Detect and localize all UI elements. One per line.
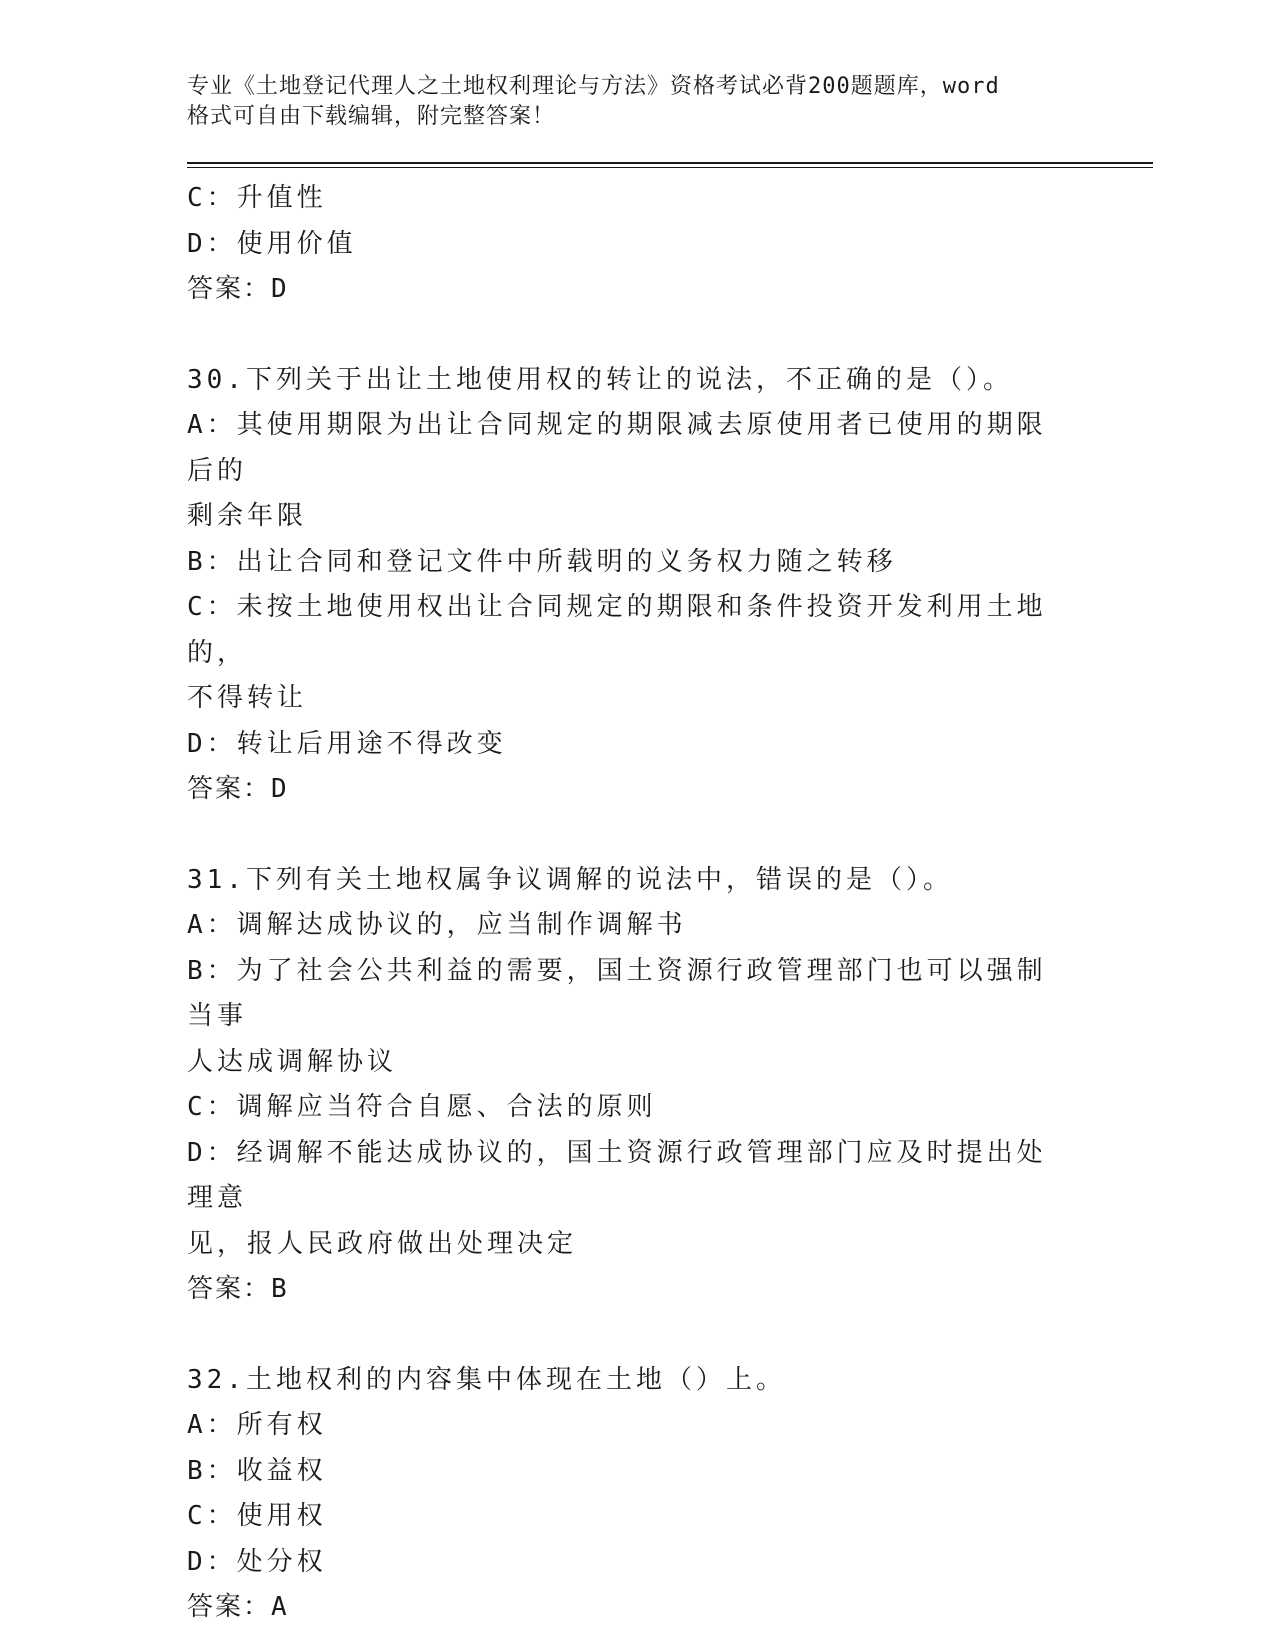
option-c: C：未按土地使用权出让合同规定的期限和条件投资开发利用土地的， <box>187 592 1047 668</box>
answer: 答案：D <box>187 774 289 804</box>
option-d-continued: 见，报人民政府做出处理决定 <box>187 1228 578 1259</box>
question-29-tail <box>187 176 1147 313</box>
question-32 <box>187 1358 1147 1631</box>
header-title-line-2: 格式可自由下载编辑，附完整答案！ <box>187 104 556 129</box>
question-31 <box>187 858 1147 1313</box>
spacer <box>187 313 1147 358</box>
spacer <box>187 1313 1147 1358</box>
option-c: C：调解应当符合自愿、合法的原则 <box>187 1092 657 1122</box>
option-c: C：升值性 <box>187 183 327 213</box>
answer: 答案：D <box>187 274 289 304</box>
option-d: D：转让后用途不得改变 <box>187 728 507 759</box>
header-title-line-1: 专业《土地登记代理人之土地权利理论与方法》资格考试必背200题题库，word <box>187 74 1000 99</box>
option-a-continued: 剩余年限 <box>187 501 308 531</box>
option-a: A：调解达成协议的，应当制作调解书 <box>187 910 687 940</box>
option-b: B：收益权 <box>187 1455 327 1486</box>
option-d: D：使用价值 <box>187 228 357 259</box>
option-d: D：经调解不能达成协议的，国土资源行政管理部门应及时提出处理意 <box>187 1137 1047 1213</box>
option-c: C：使用权 <box>187 1501 327 1531</box>
question-text: 30.下列关于出让土地使用权的转让的说法，不正确的是（）。 <box>187 364 1013 395</box>
question-text: 31.下列有关土地权属争议调解的说法中，错误的是（）。 <box>187 864 953 895</box>
option-a: A：所有权 <box>187 1410 327 1440</box>
option-b: B：为了社会公共利益的需要，国土资源行政管理部门也可以强制当事 <box>187 955 1047 1031</box>
spacer <box>187 813 1147 858</box>
answer: 答案：A <box>187 1592 289 1622</box>
option-c-continued: 不得转让 <box>187 683 308 713</box>
option-b: B：出让合同和登记文件中所载明的义务权力随之转移 <box>187 546 897 577</box>
document-header <box>187 72 1067 132</box>
question-text: 32.土地权利的内容集中体现在土地（）上。 <box>187 1364 786 1395</box>
option-a: A：其使用期限为出让合同规定的期限减去原使用者已使用的期限后的 <box>187 410 1047 486</box>
question-list <box>187 176 1147 1631</box>
document-page <box>187 72 1147 1631</box>
question-30 <box>187 358 1147 813</box>
header-divider <box>187 162 1153 168</box>
answer: 答案：B <box>187 1274 289 1304</box>
option-d: D：处分权 <box>187 1546 327 1577</box>
option-b-continued: 人达成调解协议 <box>187 1046 398 1077</box>
